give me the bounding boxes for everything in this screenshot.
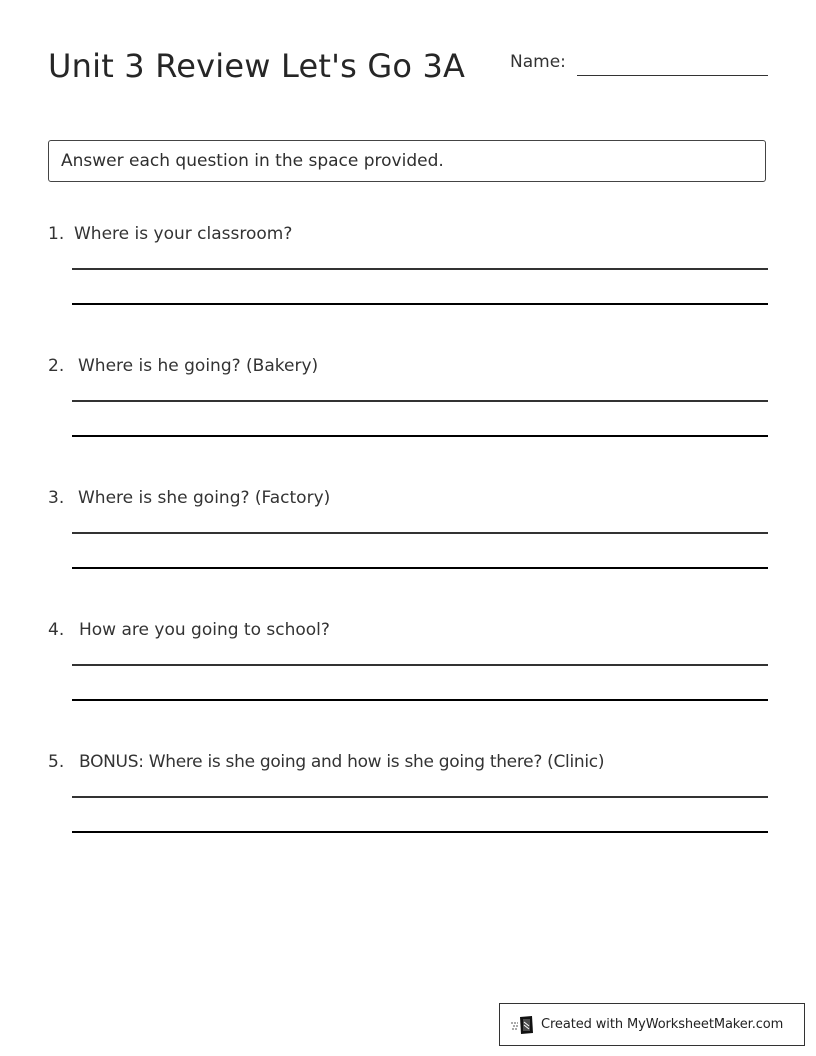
answer-line-1[interactable] — [72, 268, 768, 270]
answer-line-2[interactable] — [72, 831, 768, 833]
footer-credit-text: Created with MyWorksheetMaker.com — [541, 1017, 784, 1032]
question-number: 1. — [48, 224, 65, 244]
answer-line-2[interactable] — [72, 435, 768, 437]
name-label: Name: — [510, 52, 566, 72]
question-1 — [48, 223, 768, 333]
question-text: BONUS: Where is she going and how is she going there? (Clinic) — [79, 752, 605, 772]
question-number: 4. — [48, 620, 65, 640]
question-5 — [48, 751, 768, 861]
question-number: 2. — [48, 356, 65, 376]
question-text: Where is she going? (Factory) — [78, 488, 331, 508]
question-3 — [48, 487, 768, 597]
question-2 — [48, 355, 768, 465]
name-input-line[interactable] — [577, 75, 768, 76]
page-title: Unit 3 Review Let's Go 3A — [48, 47, 466, 85]
answer-line-1[interactable] — [72, 664, 768, 666]
answer-line-2[interactable] — [72, 699, 768, 701]
answer-line-1[interactable] — [72, 400, 768, 402]
question-number: 5. — [48, 752, 65, 772]
question-number: 3. — [48, 488, 65, 508]
worksheet-maker-logo-icon — [510, 1015, 536, 1035]
instructions-text: Answer each question in the space provided. — [61, 151, 444, 171]
question-text: Where is he going? (Bakery) — [78, 356, 319, 376]
name-field-group — [510, 50, 768, 80]
answer-line-2[interactable] — [72, 303, 768, 305]
question-text: Where is your classroom? — [74, 224, 293, 244]
question-4 — [48, 619, 768, 729]
answer-line-1[interactable] — [72, 796, 768, 798]
question-text: How are you going to school? — [79, 620, 330, 640]
answer-line-2[interactable] — [72, 567, 768, 569]
footer-badge[interactable] — [499, 1003, 805, 1046]
instructions-box — [48, 140, 766, 182]
answer-line-1[interactable] — [72, 532, 768, 534]
